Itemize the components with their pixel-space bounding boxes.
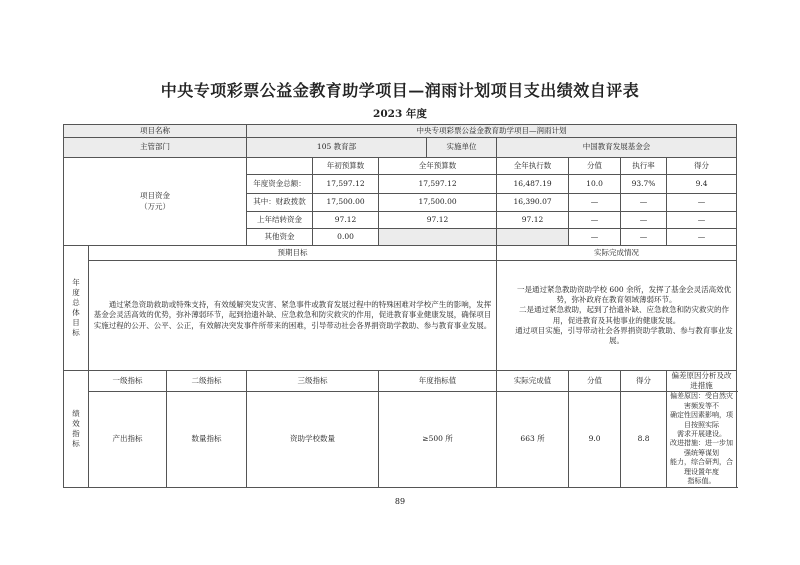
indicators-header-row [64,371,737,392]
funds-row-label: 年度资金总额： [247,175,313,194]
funds-cell: — [667,229,737,246]
funds-cell: 17,597.12 [379,175,497,194]
funds-col-header: 执行率 [621,158,667,175]
indicator-score: 8.8 [621,392,667,487]
funds-cell: — [621,194,667,212]
indicator-deviation-analysis: 偏差原因：受自然灾害频发等不 确定性因素影响，项目按照实际 需求开展建设。 改进措施：进一步加强统筹谋划 能力，综合研判，合理设置年度 指标值。 [667,392,737,487]
document-title: 中央专项彩票公益金教育助学项目—润雨计划项目支出绩效自评表 [160,81,640,100]
funds-cell: 97.12 [313,212,379,229]
indicator-col-header: 一级指标 [89,371,167,392]
funds-cell: — [621,212,667,229]
indicator-actual: 663 所 [497,392,569,487]
funds-label-line1: 项目资金 [140,191,171,201]
funds-cell: 17,500.00 [313,194,379,212]
funds-row-label: 其他资金 [247,229,313,246]
funds-col-header: 全年执行数 [497,158,569,175]
funds-cell: 10.0 [569,175,621,194]
impl-unit-value: 中国教育发展基金会 [497,138,737,158]
impl-unit-label: 实施单位 [427,138,497,158]
indicator-col-header: 实际完成值 [497,371,569,392]
funds-col-header: 年初预算数 [313,158,379,175]
funds-row-label: 其中：财政拨款 [247,194,313,212]
funds-row-label-header [247,158,313,175]
funds-col-header: 全年预算数 [379,158,497,175]
indicator-level2: 数量指标 [167,392,247,487]
funds-cell [379,229,497,246]
funds-header-row [64,158,737,175]
funds-cell: 97.12 [497,212,569,229]
funds-cell: 17,597.12 [313,175,379,194]
indicators-side-label: 绩 效 指 标 [64,371,89,488]
indicator-row [64,392,737,487]
actual-result-para: 二是通过紧急救助，起到了拾遗补缺、应急救急和防灾救灾的作用，促进教育及其他事业的健康发展。 [519,305,730,325]
funds-cell: 97.12 [379,212,497,229]
indicator-col-header: 偏差原因分析及改进措施 [667,371,737,392]
indicator-col-header: 三级指标 [247,371,379,392]
funds-cell: — [667,194,737,212]
indicator-weight: 9.0 [569,392,621,487]
evaluation-table [63,124,737,488]
funds-cell: 16,390.07 [497,194,569,212]
expected-goal-header: 预期目标 [89,246,497,261]
actual-result-para: 一是通过紧急教助资助学校 600 余所，发挥了基金会灵活高效优势，弥补政府在教育领域薄弱环节。 [516,285,732,305]
goals-side-label: 年 度 总 体 目 标 [64,246,89,371]
funds-cell: — [667,212,737,229]
indicator-level1: 产出指标 [89,392,167,487]
funds-cell: 93.7% [621,175,667,194]
goals-body-row [64,261,737,371]
indicator-col-header: 二级指标 [167,371,247,392]
funds-label-line2: （万元） [140,201,171,211]
actual-result-text [497,261,737,371]
page-number: 89 [394,497,406,506]
funds-cell: — [569,194,621,212]
funds-cell: — [569,212,621,229]
funds-label [64,158,247,246]
department-row [64,138,737,158]
project-name-label: 项目名称 [64,125,247,138]
funds-cell: 17,500.00 [379,194,497,212]
funds-cell: 16,487.19 [497,175,569,194]
funds-col-header: 分值 [569,158,621,175]
dept-label: 主管部门 [64,138,247,158]
goals-header-row [64,246,737,261]
indicator-col-header: 得分 [621,371,667,392]
actual-result-para: 通过项目实施，引导带动社会各界捐资助学教助、参与教育事业发展。 [515,325,733,345]
indicator-target: ≥500 所 [379,392,497,487]
project-name-row [64,125,737,138]
funds-cell: 9.4 [667,175,737,194]
dept-value: 105 教育部 [247,138,427,158]
report-year: 2023 年度 [373,108,427,120]
project-name-value: 中央专项彩票公益金教育助学项目—润雨计划 [247,125,737,138]
actual-result-header: 实际完成情况 [497,246,737,261]
funds-col-header: 得分 [667,158,737,175]
funds-row-label: 上年结转资金 [247,212,313,229]
indicator-col-header: 年度指标值 [379,371,497,392]
funds-cell: 0.00 [313,229,379,246]
funds-cell: — [569,229,621,246]
funds-cell: — [621,229,667,246]
expected-goal-text: 通过紧急资助救助或特殊支持，有效缓解突发灾害、紧急事件或教育发展过程中的特殊困难对学校产生的影响，发挥基金会灵活高效的优势，弥补薄弱环节，起到拾遗补缺、应急救急和防灾救灾的作用，促进教育事业健康发展，确保项目实施过程的公开、公平、公正，有效解决突发事件所带来的困难，引导带动社会各界捐资助学教助、参与教育事业发展。 [89,261,497,371]
indicator-level3: 资助学校数量 [247,392,379,487]
indicator-col-header: 分值 [569,371,621,392]
funds-cell [497,229,569,246]
